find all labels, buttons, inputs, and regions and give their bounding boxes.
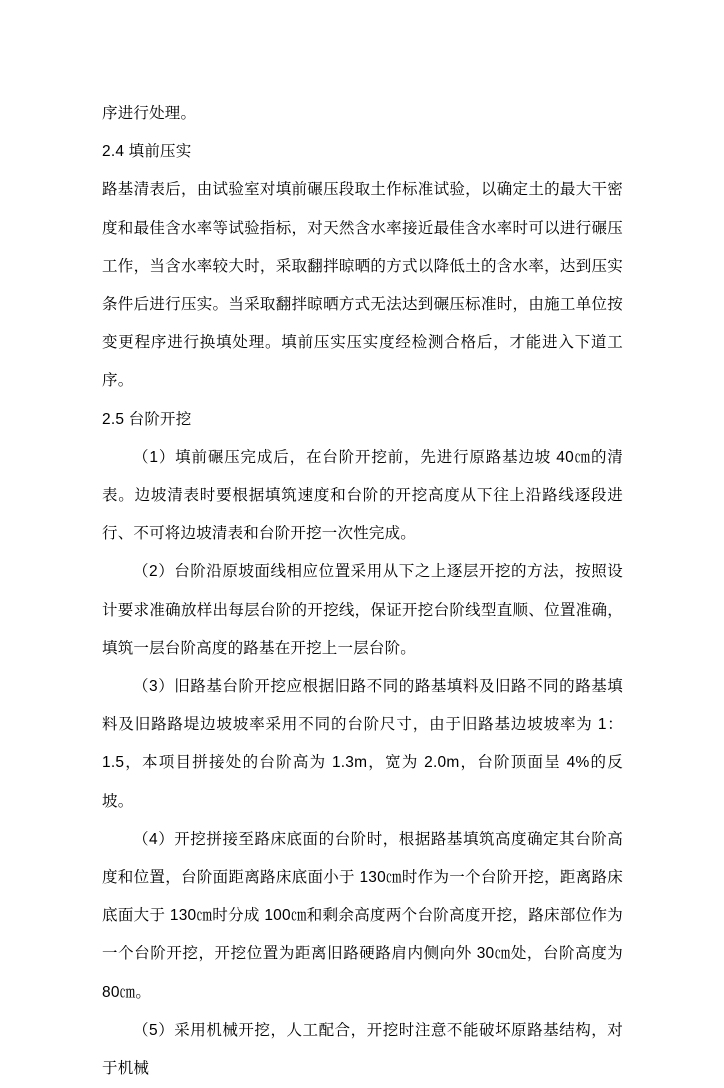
- section-heading-2-4: 2.4 填前压实: [102, 143, 192, 161]
- list-paragraph-4: （4）开挖拼接至路床底面的台阶时，根据路基填筑高度确定其台阶高度和位置，台阶面距离路床底面小于 130㎝时作为一个台阶开挖，距离路床底面大于 130㎝时分成 100㎝和剩余高度两个台阶高度开挖，路床部位作为一个台阶开挖，开挖位置为距离旧路硬路肩内侧向外 30㎝处，台阶高度为 80㎝。: [102, 830, 623, 1001]
- list-paragraph-1: （1）填前碾压完成后，在台阶开挖前，先进行原路基边坡 40㎝的清表。边坡清表时要根据填筑速度和台阶的开挖高度从下往上沿路线逐段进行、不可将边坡清表和台阶开挖一次性完成。: [102, 448, 623, 543]
- section-heading-2-5: 2.5 台阶开挖: [102, 410, 192, 428]
- text-column: [102, 95, 623, 1088]
- list-paragraph-3: （3）旧路基台阶开挖应根据旧路不同的路基填料及旧路不同的路基填料及旧路路堤边坡坡率采用不同的台阶尺寸，由于旧路基边坡坡率为 1：1.5，本项目拼接处的台阶高为 1.3m，宽为 2.0m，台阶顶面呈 4%的反坡。: [102, 678, 623, 810]
- list-paragraph-2: （2）台阶沿原坡面线相应位置采用从下之上逐层开挖的方法，按照设计要求准确放样出每层台阶的开挖线，保证开挖台阶线型直顺、位置准确，填筑一层台阶高度的路基在开挖上一层台阶。: [102, 563, 623, 657]
- list-paragraph-5: （5）采用机械开挖，人工配合，开挖时注意不能破坏原路基结构，对于机械: [102, 1021, 623, 1078]
- paragraph-pre-fill-compaction: 路基清表后，由试验室对填前碾压段取土作标准试验，以确定土的最大干密度和最佳含水率等试验指标，对天然含水率接近最佳含水率时可以进行碾压工作，当含水率较大时，采取翻拌晾晒的方式以降低土的含水率，达到压实条件后进行压实。当采取翻拌晾晒方式无法达到碾压标准时，由施工单位按变更程序进行换填处理。填前压实压实度经检测合格后，才能进入下道工序。: [102, 181, 623, 390]
- paragraph-continuation: 序进行处理。: [102, 105, 197, 122]
